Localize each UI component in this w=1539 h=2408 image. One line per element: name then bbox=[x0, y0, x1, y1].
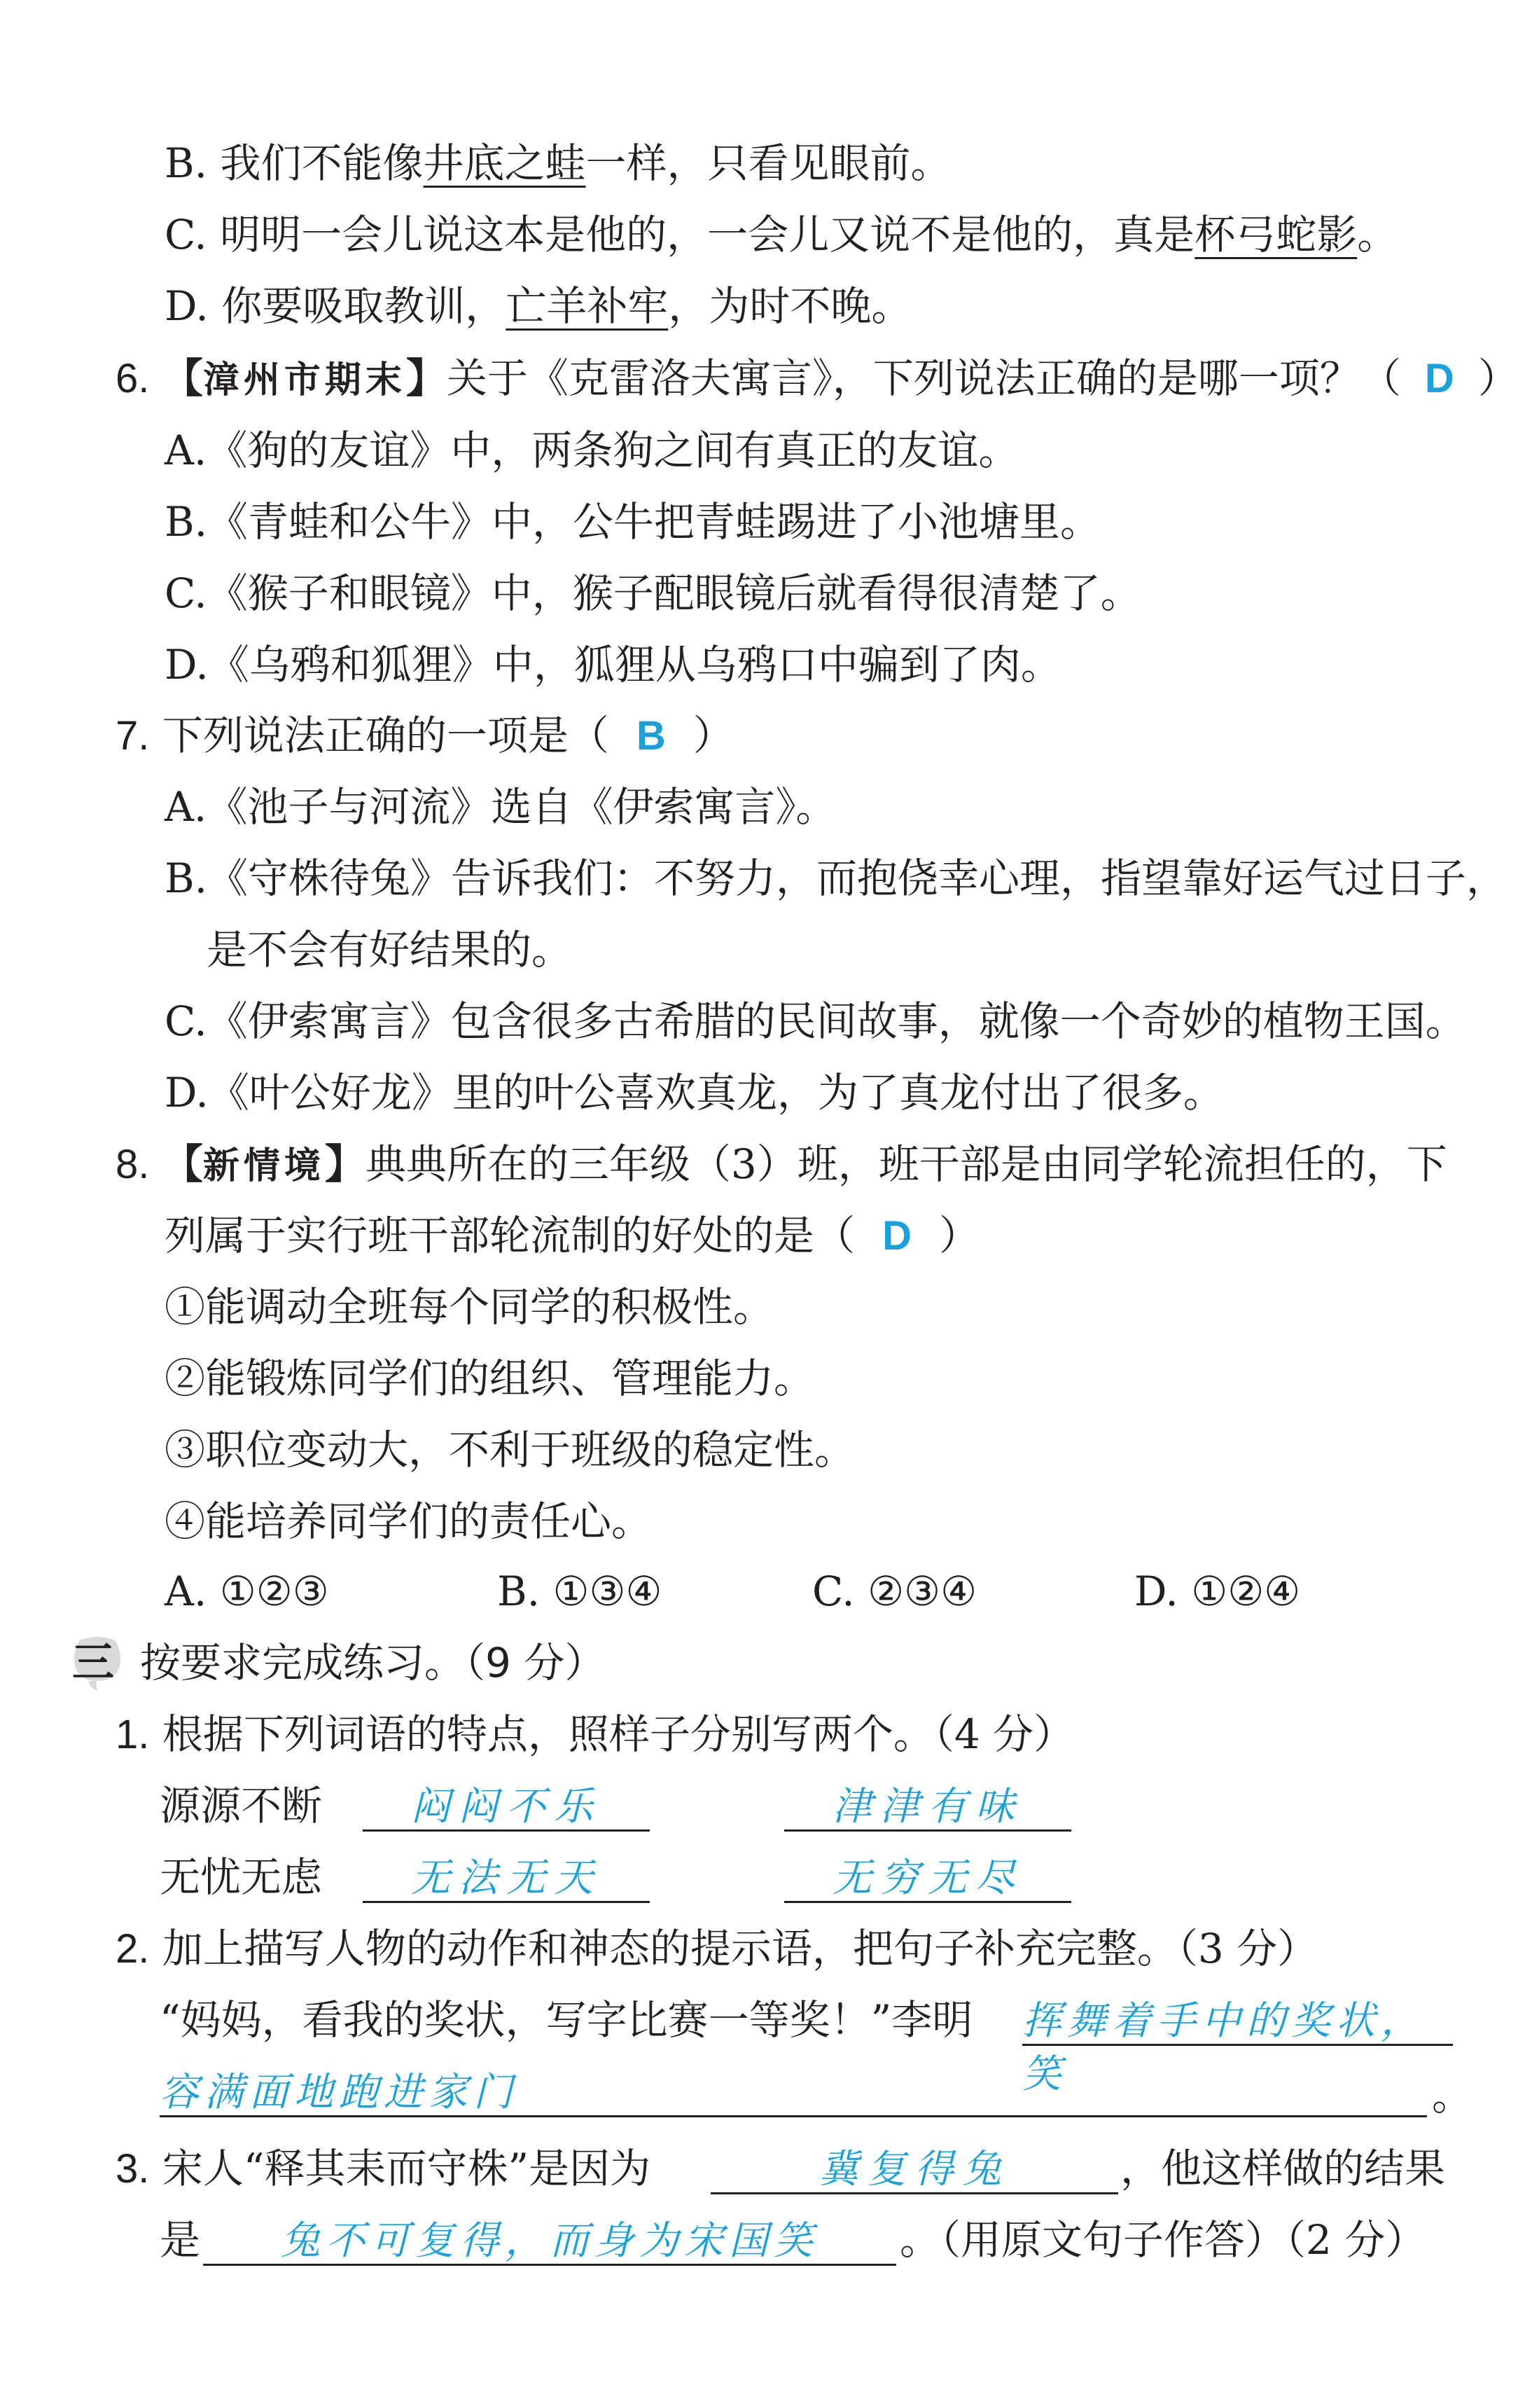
paren-close: ） bbox=[692, 712, 734, 759]
question-number: 3. bbox=[116, 2146, 150, 2192]
handwritten-answer: 兔不可复得，而身为宋国笑 bbox=[281, 2218, 819, 2264]
q6-option-c: C.《猴子和眼镜》中，猴子配眼镜后就看得很清楚了。 bbox=[165, 569, 1141, 617]
handwritten-answer: 津津有味 bbox=[833, 1784, 1023, 1829]
answer-blank[interactable] bbox=[1022, 1995, 1453, 2097]
q6-option-b: B.《青蛙和公牛》中，公牛把青蛙踢进了小池塘里。 bbox=[165, 498, 1101, 546]
sub-question-2-stem bbox=[116, 1921, 1318, 1977]
section-title: 按要求完成练习。（9 分） bbox=[140, 1639, 606, 1687]
answer-blank[interactable] bbox=[784, 1852, 1071, 1903]
question-8-stem bbox=[116, 1136, 1447, 1192]
sub-question-1-stem bbox=[116, 1706, 1074, 1762]
answer-letter: B bbox=[636, 713, 666, 759]
q8-choices bbox=[0, 1563, 1539, 1619]
q7-option-b: B.《守株待兔》告诉我们：不努力，而抱侥幸心理，指望靠好运气过日子， bbox=[165, 854, 1507, 902]
idiom-underlined: 井底之蛙 bbox=[423, 139, 586, 187]
paren-close: ） bbox=[1477, 354, 1519, 402]
handwritten-answer: 无法无天 bbox=[411, 1855, 601, 1901]
source-tag: 漳州市期末 bbox=[202, 359, 406, 401]
tag-close-bracket: 】 bbox=[405, 354, 447, 402]
question-7-stem bbox=[116, 707, 734, 763]
question-8-stem-cont bbox=[165, 1208, 980, 1264]
q7-option-b-cont: 是不会有好结果的。 bbox=[207, 926, 573, 974]
q7-option-d: D.《叶公好龙》里的叶公喜欢真龙，为了真龙付出了很多。 bbox=[165, 1069, 1224, 1116]
option-text: 一样，只看见眼前。 bbox=[585, 139, 952, 187]
q8-statement-2: ②能锻炼同学们的组织、管理能力。 bbox=[165, 1355, 815, 1402]
q8-choice-a: A. ①②③ bbox=[165, 1568, 329, 1615]
question-text: 典典所在的三年级（3）班，班干部是由同学轮流担任的，下 bbox=[365, 1140, 1447, 1188]
sentence-end: 。 bbox=[1432, 2072, 1473, 2119]
section-number: 三 bbox=[72, 1638, 114, 1687]
question-number: 2. bbox=[116, 1926, 150, 1972]
example-word: 无忧无虑 bbox=[160, 1853, 323, 1901]
question-number: 6. bbox=[116, 356, 150, 401]
q8-statement-4: ④能培养同学们的责任心。 bbox=[165, 1497, 653, 1545]
question-number: 8. bbox=[116, 1142, 150, 1187]
question-text: 是 bbox=[160, 2216, 201, 2264]
question-text: 列属于实行班干部轮流制的好处的是（ bbox=[165, 1212, 856, 1259]
answer-blank[interactable] bbox=[363, 1780, 650, 1832]
option-d-line bbox=[165, 278, 912, 334]
sub-question-3-stem bbox=[116, 2140, 650, 2196]
answer-blank[interactable] bbox=[203, 2215, 896, 2266]
option-text: B. 我们不能像 bbox=[165, 139, 424, 187]
option-text: 。 bbox=[1357, 211, 1398, 258]
q6-option-d: D.《乌鸦和狐狸》中，狐狸从乌鸦口中骗到了肉。 bbox=[165, 641, 1061, 689]
q7-option-a: A.《池子与河流》选自《伊索寓言》。 bbox=[165, 783, 837, 831]
handwritten-answer: 无穷无尽 bbox=[833, 1855, 1023, 1901]
q7-option-c: C.《伊索寓言》包含很多古希腊的民间故事，就像一个奇妙的植物王国。 bbox=[165, 997, 1466, 1045]
tag-open-bracket: 【 bbox=[162, 1140, 203, 1188]
quote-sentence: “妈妈，看我的奖状，写字比赛一等奖！”李明 bbox=[160, 1996, 973, 2044]
q8-choice-b: B. ①③④ bbox=[497, 1568, 662, 1615]
question-text: 根据下列词语的特点，照样子分别写两个。（4 分） bbox=[162, 1710, 1075, 1758]
answer-blank[interactable] bbox=[363, 1852, 650, 1903]
idiom-underlined: 杯弓蛇影 bbox=[1195, 211, 1358, 258]
question-number: 7. bbox=[116, 713, 150, 759]
q8-choice-d: D. ①②④ bbox=[1134, 1568, 1301, 1615]
q8-statement-3: ③职位变动大，不利于班级的稳定性。 bbox=[165, 1426, 856, 1474]
idiom-underlined: 亡羊补牢 bbox=[506, 282, 669, 330]
answer-letter: D bbox=[882, 1213, 912, 1259]
question-text: 宋人“释其耒而守株”是因为 bbox=[162, 2145, 651, 2192]
tag-close-bracket: 】 bbox=[324, 1140, 365, 1188]
question-text: 下列说法正确的一项是（ bbox=[162, 712, 609, 759]
question-6-stem bbox=[116, 350, 1519, 406]
q6-option-a: A.《狗的友谊》中，两条狗之间有真正的友谊。 bbox=[165, 427, 1019, 474]
question-text: 加上描写人物的动作和神态的提示语，把句子补充完整。（3 分） bbox=[162, 1925, 1318, 1972]
q8-statement-1: ①能调动全班每个同学的积极性。 bbox=[165, 1283, 774, 1331]
handwritten-answer: 挥舞着手中的奖状，笑 bbox=[1022, 1998, 1426, 2097]
answer-blank[interactable] bbox=[784, 1780, 1071, 1832]
option-text: D. 你要吸取教训， bbox=[165, 282, 506, 330]
handwritten-answer: 闷闷不乐 bbox=[411, 1784, 601, 1829]
option-text: C. 明明一会儿说这本是他的，一会儿又说不是他的，真是 bbox=[165, 211, 1195, 258]
handwritten-answer: 冀复得兔 bbox=[819, 2147, 1010, 2192]
question-text: 。（用原文句子作答）（2 分） bbox=[900, 2216, 1426, 2264]
q8-choice-c: C. ②③④ bbox=[812, 1568, 977, 1615]
handwritten-answer: 容满面地跑进家门 bbox=[160, 2070, 518, 2115]
example-word: 源源不断 bbox=[160, 1782, 323, 1829]
source-tag: 新情境 bbox=[202, 1145, 325, 1187]
answer-blank[interactable] bbox=[711, 2143, 1118, 2194]
question-number: 1. bbox=[116, 1712, 150, 1757]
tag-open-bracket: 【 bbox=[162, 354, 203, 402]
question-text: ，他这样做的结果 bbox=[1120, 2145, 1446, 2192]
paren-close: ） bbox=[939, 1212, 980, 1259]
option-c-line bbox=[165, 207, 1398, 263]
question-text: 关于《克雷洛夫寓言》，下列说法正确的是哪一项？（ bbox=[446, 354, 1401, 402]
answer-blank[interactable] bbox=[160, 2066, 1427, 2117]
option-text: ，为时不晚。 bbox=[668, 282, 912, 330]
option-b-line bbox=[165, 135, 952, 191]
answer-letter: D bbox=[1424, 356, 1454, 401]
